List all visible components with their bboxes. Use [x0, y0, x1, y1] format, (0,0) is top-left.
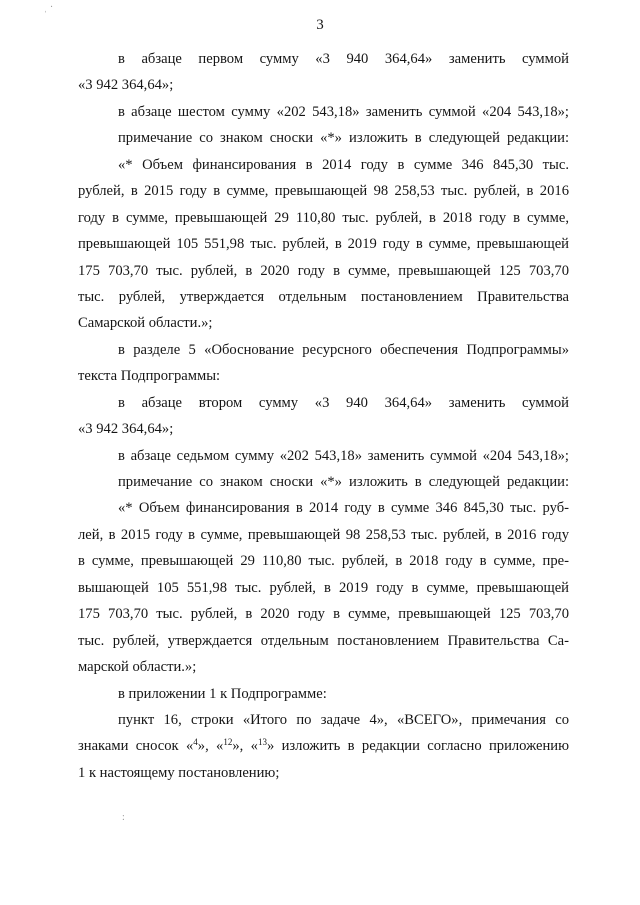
footnote-text-sep-2: », «: [232, 738, 258, 755]
footnote-mark-4: 4: [193, 737, 198, 748]
footnote-reference-line: [78, 733, 569, 759]
text-line: тыс. рублей, утверждается отдельным постановлением Правительства Са-: [78, 632, 569, 649]
scan-artifact-icon: ˌ ·: [44, 2, 54, 13]
text-line: в приложении 1 к Подпрограмме:: [118, 685, 327, 702]
text-line: вышающей 105 551,98 тыс. рублей, в 2019 году в сумме, превышающей: [78, 579, 569, 596]
text-line: «* Объем финансирования в 2014 году в сумме 346 845,30 тыс. руб-: [118, 500, 569, 517]
text-line: в абзаце шестом сумму «202 543,18» заменить суммой «204 543,18»;: [118, 103, 569, 120]
footnote-mark-13: 13: [257, 737, 267, 748]
text-line: в абзаце седьмом сумму «202 543,18» заменить суммой «204 543,18»;: [118, 447, 569, 464]
footnote-text-before: знаками сносок «: [78, 738, 194, 755]
paragraph-lines: [78, 46, 569, 733]
text-line: Самарской области.»;: [78, 315, 213, 332]
text-line: 175 703,70 тыс. рублей, в 2020 году в сумме, превышающей 125 703,70: [78, 606, 569, 623]
text-line: рублей, в 2015 году в сумме, превышающей 98 258,53 тыс. рублей, в 2016: [78, 183, 569, 200]
text-line: «3 942 364,64»;: [78, 77, 174, 94]
text-line-last: 1 к настоящему постановлению;: [78, 764, 280, 781]
footnote-mark-12: 12: [223, 737, 233, 748]
text-line: лей, в 2015 году в сумме, превышающей 98 258,53 тыс. рублей, в 2016 году: [78, 526, 569, 543]
text-line: в разделе 5 «Обоснование ресурсного обеспечения Подпрограммы»: [118, 341, 569, 358]
text-line: году в сумме, превышающей 29 110,80 тыс. рублей, в 2018 году в сумме,: [78, 209, 569, 226]
text-line: в сумме, превышающей 29 110,80 тыс. рублей, в 2018 году в сумме, пре-: [78, 553, 569, 570]
text-line: марской области.»;: [78, 659, 197, 676]
text-line: «* Объем финансирования в 2014 году в сумме 346 845,30 тыс.: [118, 156, 569, 173]
text-line: «3 942 364,64»;: [78, 421, 174, 438]
text-line: тыс. рублей, утверждается отдельным постановлением Правительства: [78, 288, 569, 305]
text-line: текста Подпрограммы:: [78, 368, 221, 385]
document-body: [78, 46, 569, 786]
scan-artifact-icon: :: [122, 812, 125, 823]
footnote-text-sep-1: », «: [197, 738, 224, 755]
text-line: в абзаце первом сумму «3 940 364,64» заменить суммой: [118, 51, 569, 67]
text-line: пункт 16, строки «Итого по задаче 4», «ВСЕГО», примечания со: [118, 711, 569, 728]
text-line: в абзаце втором сумму «3 940 364,64» заменить суммой: [118, 394, 569, 411]
text-line: примечание со знаком сноски «*» изложить в следующей редакции:: [118, 130, 569, 147]
text-line: превышающей 105 551,98 тыс. рублей, в 2019 году в сумме, превышающей: [78, 236, 569, 253]
page-number: 3: [316, 17, 324, 33]
text-line: 175 703,70 тыс. рублей, в 2020 году в сумме, превышающей 125 703,70: [78, 262, 569, 279]
footnote-text-after: » изложить в редакции согласно приложению: [266, 738, 569, 755]
text-line: примечание со знаком сноски «*» изложить в следующей редакции:: [118, 474, 569, 490]
